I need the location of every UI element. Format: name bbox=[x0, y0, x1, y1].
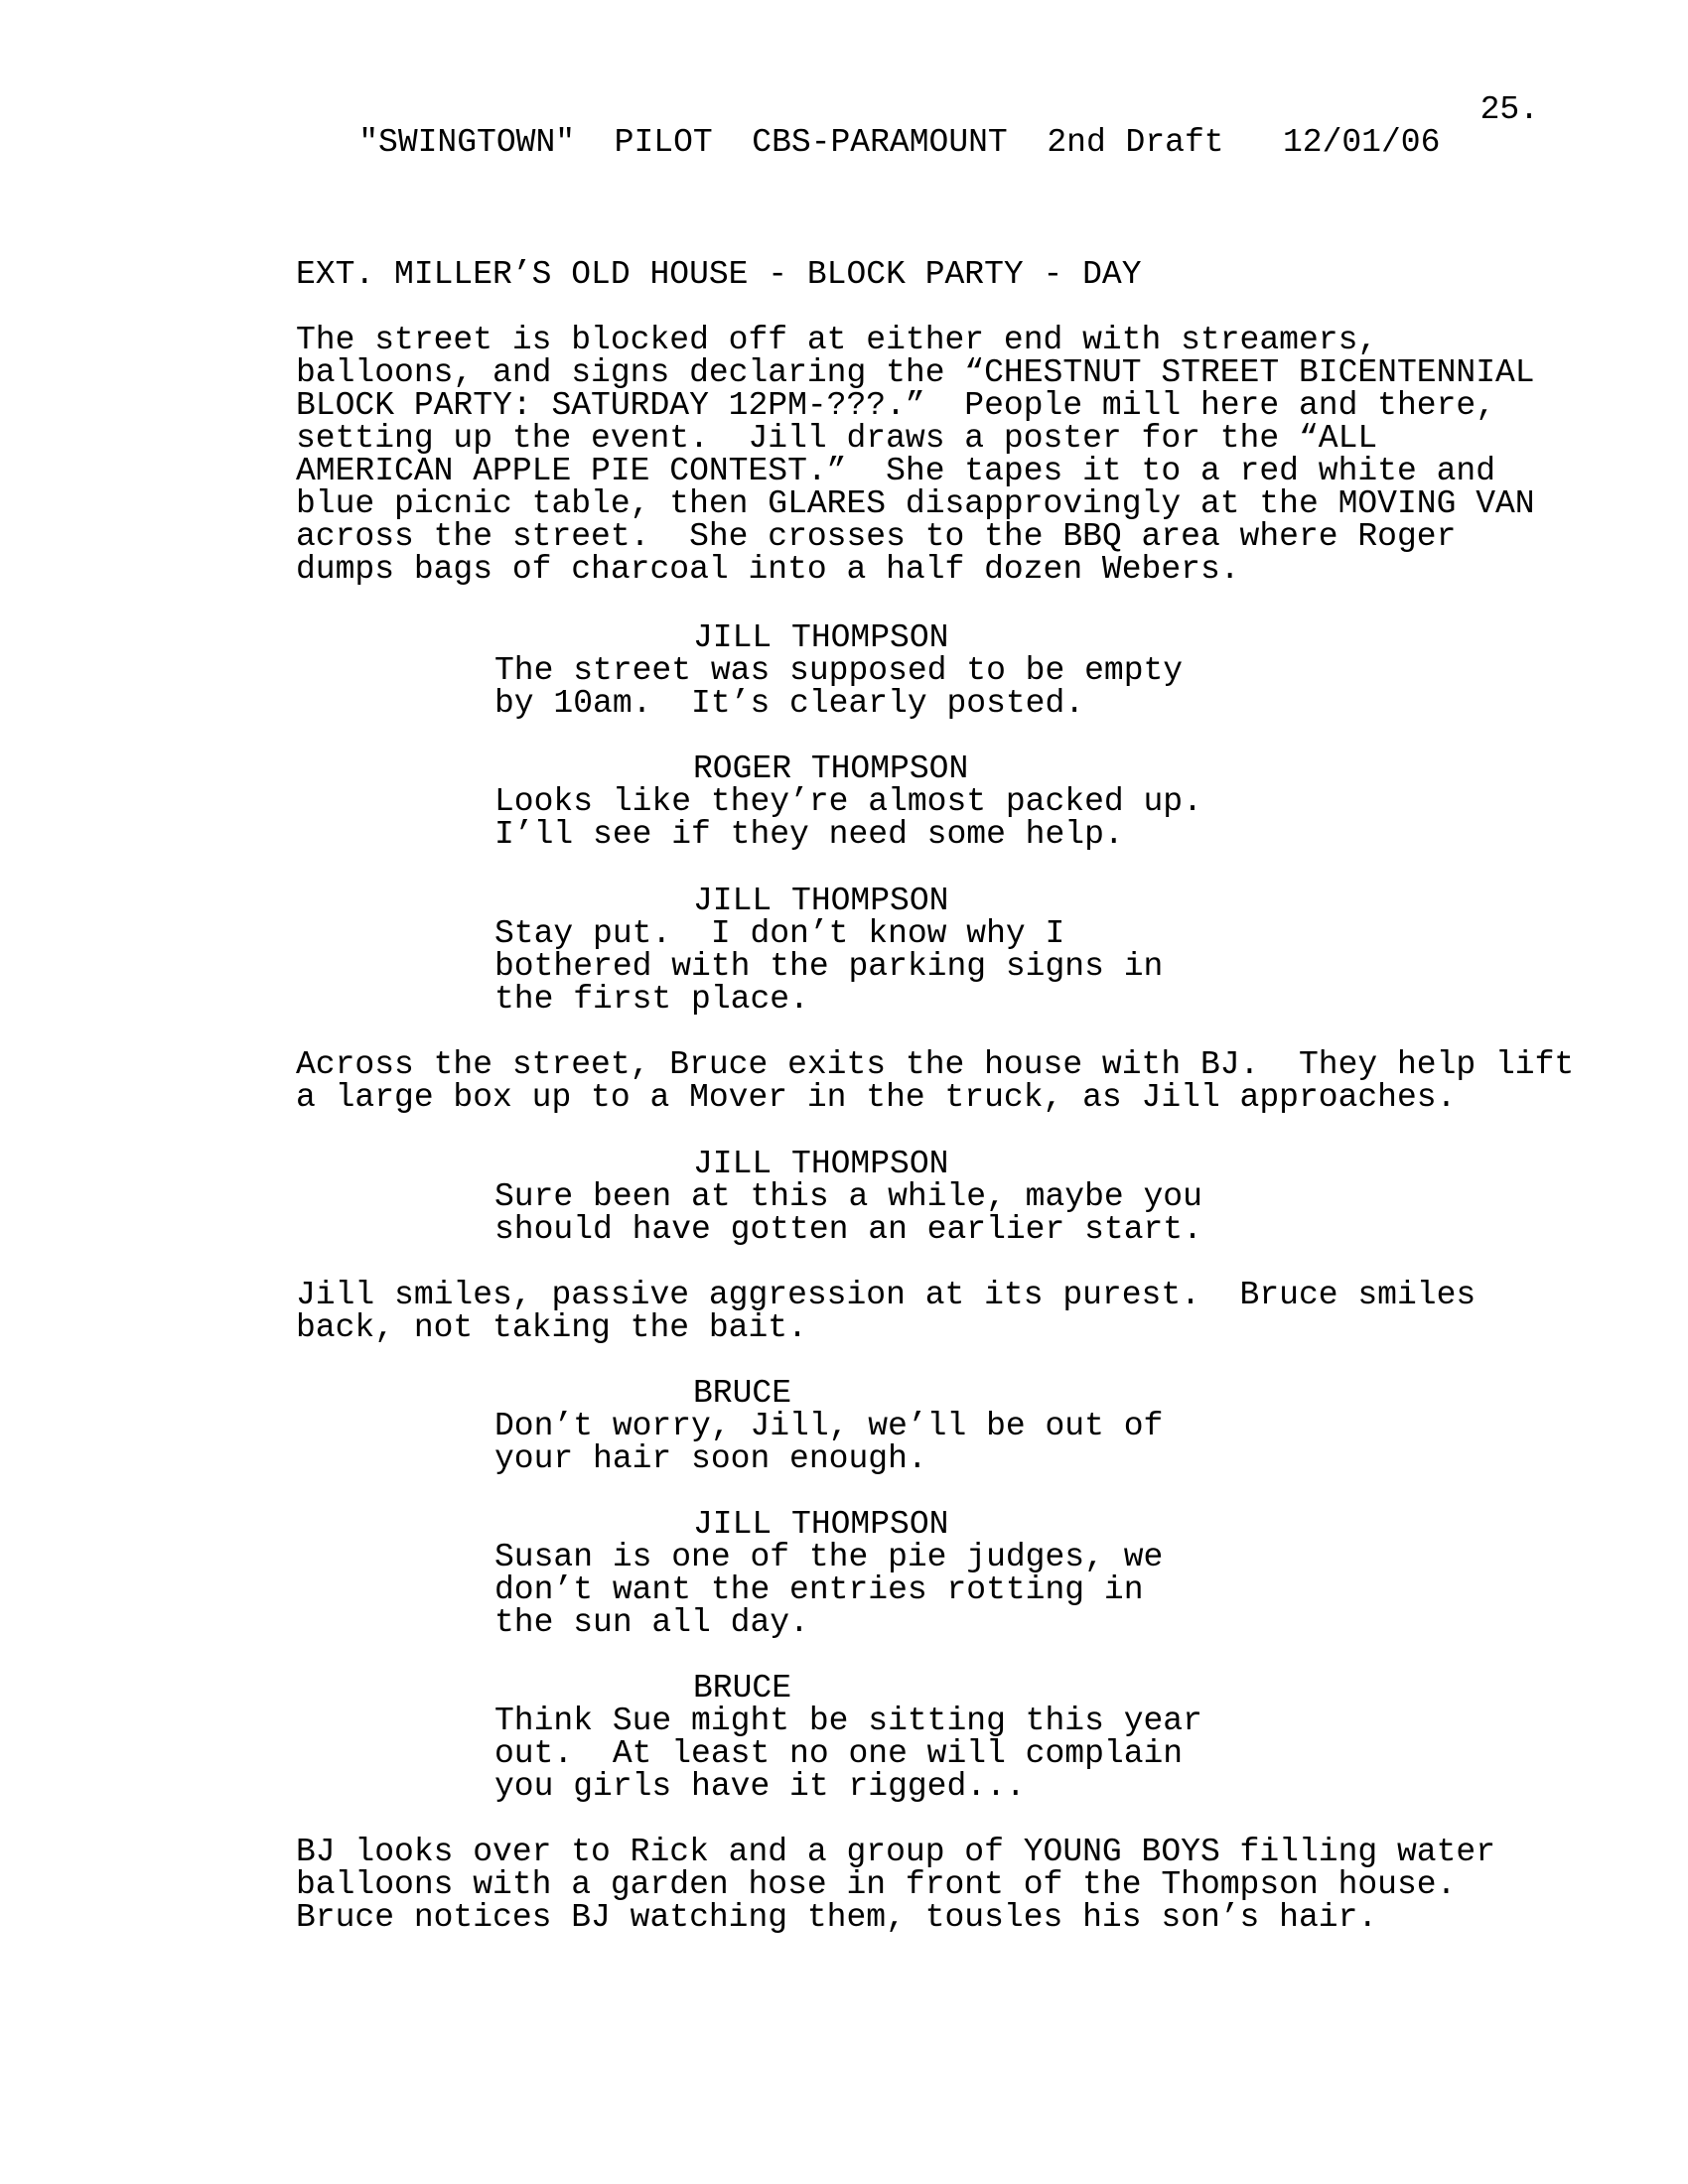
scene-heading: EXT. MILLER’S OLD HOUSE - BLOCK PARTY - DAY bbox=[296, 256, 1142, 293]
action-paragraph-4: BJ looks over to Rick and a group of YOUNG BOYS filling water balloons with a garden hose in front of the Thompson house. Bruce notices BJ watching them, tousles his son’s hair. bbox=[296, 1834, 1495, 1936]
dialogue-1: The street was supposed to be empty by 10am. It’s clearly posted. bbox=[494, 652, 1184, 722]
header-title-line: "SWINGTOWN" PILOT CBS-PARAMOUNT 2nd Draft 12/01/06 bbox=[358, 124, 1441, 161]
character-cue-jill-4: JILL THOMPSON bbox=[693, 1506, 949, 1543]
character-cue-jill-3: JILL THOMPSON bbox=[693, 1146, 949, 1182]
dialogue-4: Sure been at this a while, maybe you should have gotten an earlier start. bbox=[494, 1178, 1202, 1248]
action-paragraph-2: Across the street, Bruce exits the house with BJ. They help lift a large box up to a Mover in the truck, as Jill approaches. bbox=[296, 1046, 1575, 1116]
action-paragraph-1: The street is blocked off at either end with streamers, balloons, and signs declaring the “CHESTNUT STREET BICENTENNIAL BLOCK PARTY: SATURDAY 12PM-???.” People mill here and there, setting up the event. Jill draws a poster for the “ALL AMERICAN APPLE PIE CONTEST.” She tapes it to a red white and blue picnic table, then GLARES disapprovingly at the MOVING VAN across the street. She crosses to the BBQ area where Roger dumps bags of charcoal into a half dozen Webers. bbox=[296, 322, 1535, 588]
dialogue-2: Looks like they’re almost packed up. I’ll see if they need some help. bbox=[494, 783, 1202, 853]
character-cue-roger: ROGER THOMPSON bbox=[693, 751, 969, 787]
action-paragraph-3: Jill smiles, passive aggression at its purest. Bruce smiles back, not taking the bait. bbox=[296, 1277, 1477, 1346]
character-cue-bruce-1: BRUCE bbox=[693, 1375, 792, 1412]
page-number: 25. bbox=[1479, 91, 1539, 128]
character-cue-jill-2: JILL THOMPSON bbox=[693, 883, 949, 919]
dialogue-3: Stay put. I don’t know why I bothered with the parking signs in the first place. bbox=[494, 915, 1164, 1018]
character-cue-bruce-2: BRUCE bbox=[693, 1670, 792, 1706]
character-cue-jill-1: JILL THOMPSON bbox=[693, 619, 949, 656]
page-header bbox=[280, 93, 1539, 224]
dialogue-7: Think Sue might be sitting this year out. At least no one will complain you girls have it rigged... bbox=[494, 1703, 1202, 1805]
dialogue-6: Susan is one of the pie judges, we don’t want the entries rotting in the sun all day. bbox=[494, 1539, 1164, 1641]
dialogue-5: Don’t worry, Jill, we’ll be out of your hair soon enough. bbox=[494, 1408, 1164, 1477]
